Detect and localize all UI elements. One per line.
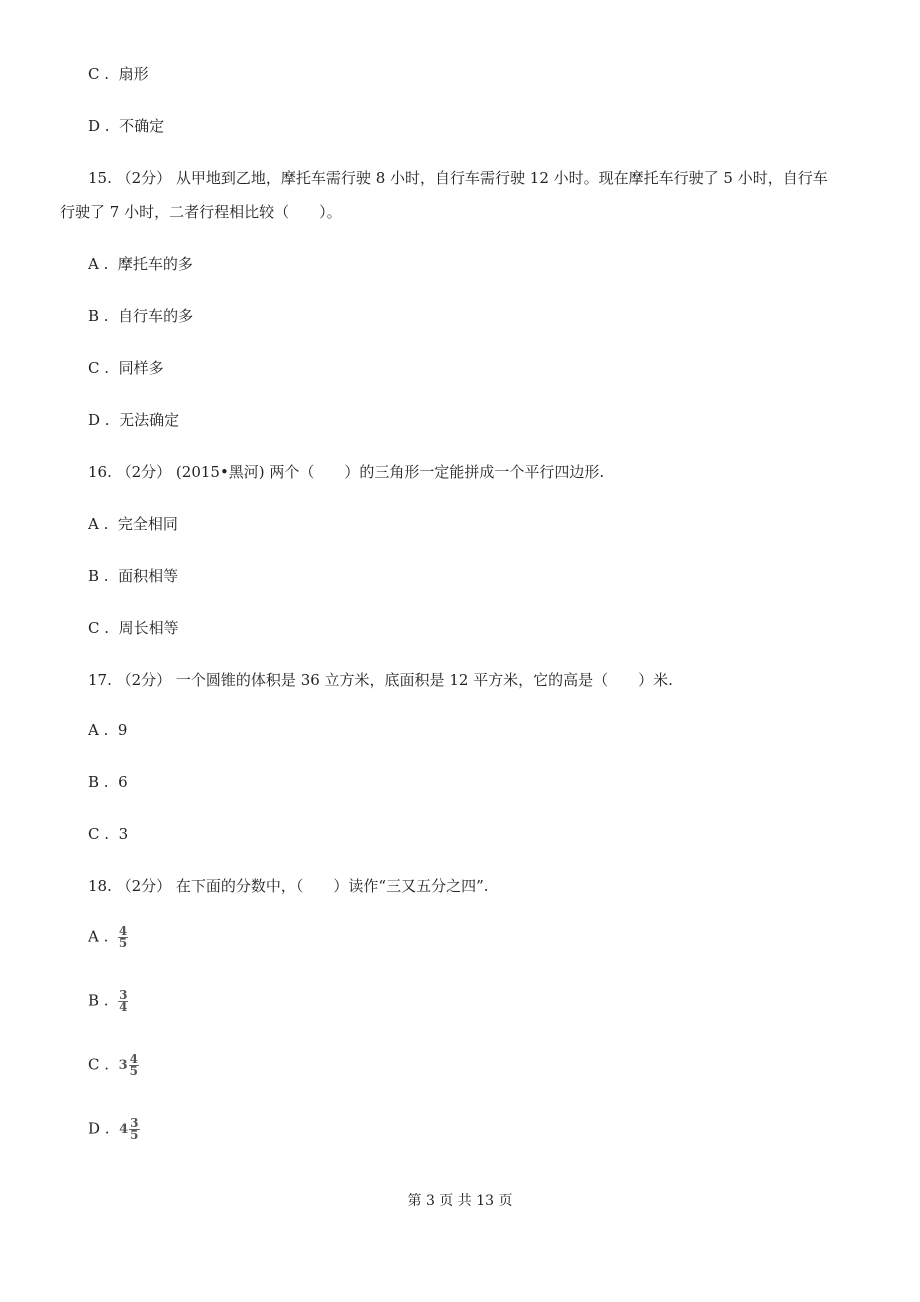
option-a-q18: A . $\frac{4}{5}$: [88, 924, 128, 950]
question-15-line2: 行驶了 7 小时，二者行程相比较（ ）。: [60, 203, 342, 221]
option-c-q16: C . 周长相等: [88, 619, 179, 637]
option-d-q15: D . 无法确定: [88, 411, 180, 429]
option-b-q15: B . 自行车的多: [88, 307, 194, 325]
option-a-q17: A . 9: [88, 721, 128, 739]
option-c-q14: C . 扇形: [88, 65, 149, 83]
option-c-q17: C . 3: [88, 825, 129, 843]
fraction: $\frac{3}{5}$: [130, 1116, 139, 1142]
question-17: 17. （2分） 一个圆锥的体积是 36 立方米，底面积是 12 平方米，它的高是（ ）米.: [88, 671, 673, 689]
question-18: 18. （2分） 在下面的分数中，（ ）读作“三又五分之四”.: [88, 877, 489, 895]
option-a-q15: A . 摩托车的多: [88, 255, 193, 273]
option-a-q16: A . 完全相同: [88, 515, 178, 533]
option-c-q18: C . 3 $\frac{4}{5}$: [88, 1052, 138, 1078]
fraction: $\frac{4}{5}$: [118, 924, 128, 950]
option-d-q18: D . 4 $\frac{3}{5}$: [88, 1116, 139, 1142]
page-footer: 第 3 页 共 13 页: [407, 1193, 513, 1209]
option-c-q15: C . 同样多: [88, 359, 164, 377]
fraction: $\frac{3}{4}$: [119, 988, 128, 1014]
mixed-number: 3 $\frac{4}{5}$: [118, 1052, 138, 1078]
option-b-q18: B . $\frac{3}{4}$: [88, 988, 128, 1014]
question-16: 16. （2分） (2015•黑河) 两个（ ）的三角形一定能拼成一个平行四边形.: [88, 463, 605, 481]
option-b-q16: B . 面积相等: [88, 567, 179, 585]
question-15-line1: 15. （2分） 从甲地到乙地，摩托车需行驶 8 小时，自行车需行驶 12 小时。现在摩托车行驶了 5 小时，自行车: [88, 169, 828, 187]
option-d-q14: D . 不确定: [88, 117, 165, 135]
mixed-number: 4 $\frac{3}{5}$: [119, 1116, 139, 1142]
option-b-q17: B . 6: [88, 773, 128, 791]
fraction: $\frac{4}{5}$: [129, 1052, 138, 1078]
